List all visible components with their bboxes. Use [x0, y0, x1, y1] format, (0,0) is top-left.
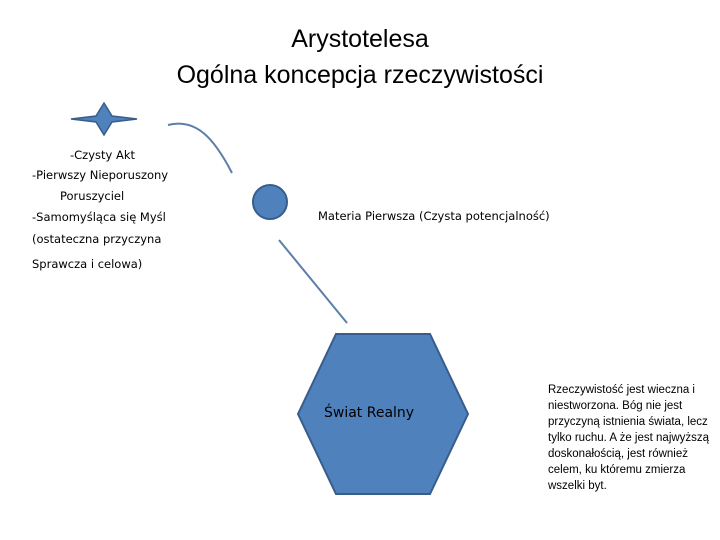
pure-act-line-5: (ostateczna przyczyna	[32, 232, 162, 246]
pure-act-line-4: -Samomyśląca się Myśl	[32, 210, 166, 224]
pure-act-line-1: -Czysty Akt	[70, 148, 136, 162]
pure-act-line-2: -Pierwszy Nieporuszony	[32, 168, 169, 182]
real-world-label: Świat Realny	[324, 405, 415, 421]
reality-note: Rzeczywistość jest wieczna i niestworzona. Bóg nie jest przyczyną istnienia świata, lecz tylko ruchu. A że jest najwyższą doskonałością, jest również celem, ku któremu zmierza wszelki byt.	[548, 384, 710, 492]
pure-act-line-6: Sprawcza i celowa)	[32, 257, 143, 271]
straight-connector	[279, 240, 347, 323]
prime-matter-circle	[253, 185, 287, 219]
four-point-star-icon	[71, 103, 137, 135]
prime-matter-label: Materia Pierwsza (Czysta potencjalność)	[318, 209, 550, 223]
curved-connector	[168, 124, 232, 173]
diagram-title-line-1: Arystotelesa	[291, 25, 429, 53]
pure-act-line-3: Poruszyciel	[60, 189, 125, 203]
diagram-title-line-2: Ogólna koncepcja rzeczywistości	[176, 61, 544, 89]
